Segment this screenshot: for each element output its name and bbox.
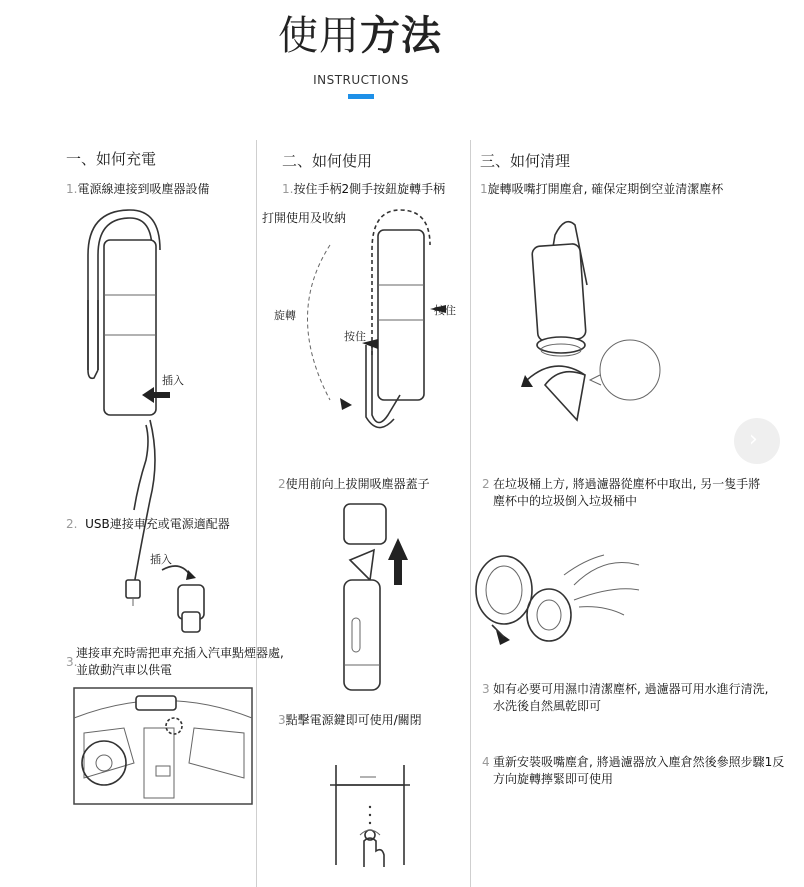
step-number: 1.	[282, 182, 294, 196]
step-number: 2	[278, 477, 286, 491]
section-heading-use: 二、如何使用	[282, 152, 373, 170]
section-heading-charge: 一、如何充電	[66, 150, 157, 168]
step-number: 2.	[66, 517, 78, 531]
clean-step-2	[482, 476, 760, 510]
next-slide-button[interactable]	[734, 418, 780, 464]
clean-step-1	[480, 181, 723, 198]
car-interior-illustration	[74, 688, 252, 804]
arrow-left-icon	[140, 385, 200, 415]
page-subtitle: INSTRUCTIONS	[313, 73, 409, 87]
use-step-1-sub: 打開使用及收納	[262, 211, 347, 225]
step-text: 使用前向上拔開吸塵器蓋子	[285, 477, 430, 491]
step-text: 電源線連接到吸塵器設備	[77, 182, 210, 196]
use-step-1	[282, 181, 445, 198]
step-text-line-1: 如有必要可用濕巾清潔塵杯, 過濾器可用水進行清洗,	[493, 682, 769, 696]
step-number: 3	[482, 682, 490, 696]
column-divider-1	[256, 140, 257, 887]
step-text-line-2: 方向旋轉擰緊即可使用	[493, 772, 614, 786]
label-press-right: 按住	[434, 304, 456, 317]
step-text-line-1: 在垃圾桶上方, 將過濾器從塵杯中取出, 另一隻手將	[493, 477, 761, 491]
step-number: 2	[482, 477, 490, 491]
step-text-line-2: 並啟動汽車以供電	[76, 663, 173, 677]
label-insert-2: 插入	[150, 553, 172, 566]
charge-step-3	[66, 645, 284, 679]
step-number: 1	[480, 182, 488, 196]
step-text-line-1: 連接車充時需把車充插入汽車點煙器處,	[76, 646, 284, 660]
column-divider-2	[470, 140, 471, 887]
vacuum-rotate-illustration	[300, 205, 460, 435]
charge-step-1	[66, 181, 209, 198]
step-text: 按住手柄2側手按鈕旋轉手柄	[293, 182, 446, 196]
step-number: 4	[482, 755, 490, 769]
use-step-2	[278, 476, 430, 493]
step-text-line-2: 水洗後自然風乾即可	[493, 699, 602, 713]
label-insert-1: 插入	[162, 374, 184, 387]
step-number: 1.	[66, 182, 78, 196]
clean-step-4	[482, 754, 784, 788]
vacuum-open-illustration	[515, 215, 675, 435]
clean-step-3	[482, 681, 768, 715]
use-step-3	[278, 712, 422, 729]
step-text: 點擊電源鍵即可使用/關閉	[285, 713, 422, 727]
filter-removal-illustration	[474, 545, 654, 655]
vacuum-cap-illustration	[330, 500, 430, 700]
step-text-line-1: 重新安裝吸嘴塵倉, 將過濾器放入塵倉然後參照步驟1反	[493, 755, 785, 769]
power-button-illustration	[320, 755, 420, 875]
section-heading-clean: 三、如何清理	[480, 152, 571, 170]
accent-bar	[348, 94, 374, 99]
label-rotate: 旋轉	[274, 309, 296, 322]
title-bold: 方法	[360, 13, 442, 59]
step-text: 旋轉吸嘴打開塵倉, 確保定期倒空並清潔塵杯	[487, 182, 724, 196]
step-text-line-2: 塵杯中的垃圾倒入垃圾桶中	[493, 494, 638, 508]
chevron-right-icon: ›	[749, 427, 758, 452]
step-number: 3.	[66, 655, 78, 669]
label-press-left: 按住	[344, 330, 366, 343]
page-title	[0, 4, 720, 61]
step-number: 3	[278, 713, 286, 727]
title-light: 使用	[278, 13, 360, 59]
step-text: USB連接車充或電源適配器	[85, 517, 230, 531]
charge-step-2	[66, 516, 230, 533]
